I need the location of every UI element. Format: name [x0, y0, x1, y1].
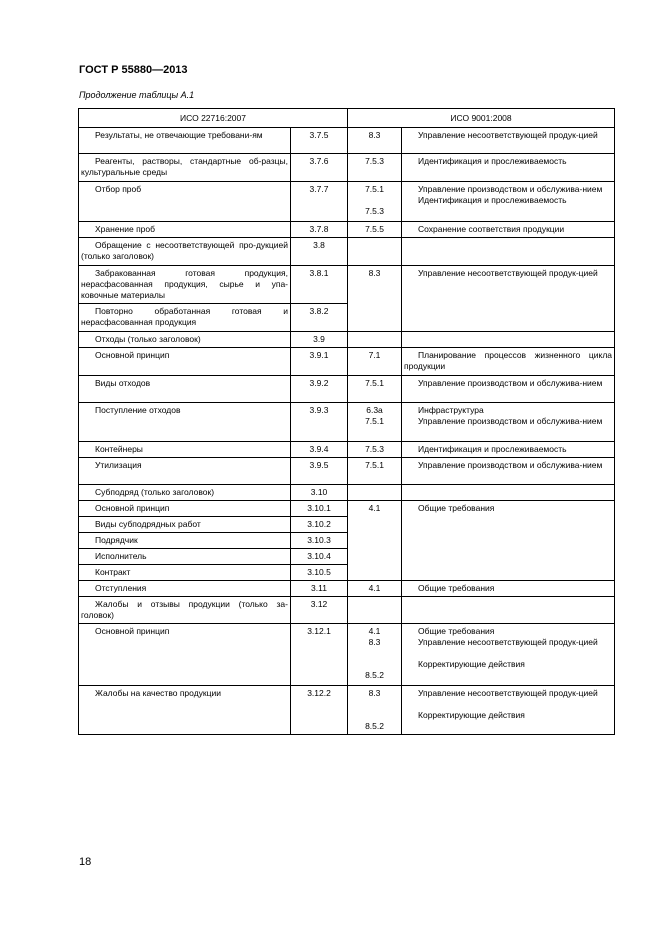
- page-number: 18: [79, 856, 92, 868]
- column-header-iso-22716: ИСО 22716:2007: [79, 109, 348, 128]
- table-row: [79, 581, 615, 597]
- table-row: [79, 266, 615, 304]
- clause-number: 3.7.6: [291, 154, 348, 182]
- clause-number: 3.10.4: [291, 549, 348, 565]
- clause-number: 3.9.5: [291, 458, 348, 485]
- requirement-name: Поступление отходов: [95, 405, 181, 415]
- clause-number: 3.8.1: [291, 266, 348, 304]
- iso9001-title: Управление несоответствующей продук-цией: [418, 268, 598, 278]
- clause-number: 3.10.5: [291, 565, 348, 581]
- requirement-name: Отбор проб: [95, 184, 142, 194]
- iso9001-title: Управление производством и обслужива-нием: [418, 416, 603, 426]
- iso9001-clause: 7.5.3: [365, 206, 384, 216]
- requirement-name: Хранение проб: [95, 224, 156, 234]
- table-row: [79, 222, 615, 238]
- iso9001-title: Общие требования: [418, 626, 495, 636]
- iso9001-title: Общие требования: [418, 583, 495, 593]
- requirement-name: Субподряд (только заголовок): [95, 487, 215, 497]
- iso9001-clause: 7.5.3: [365, 444, 384, 454]
- requirement-name: Отходы (только заголовок): [95, 334, 201, 344]
- table-row: [79, 128, 615, 154]
- table-row: [79, 348, 615, 376]
- clause-number: 3.7.8: [291, 222, 348, 238]
- clause-number: 3.12.2: [291, 686, 348, 735]
- iso9001-clause: 8.3: [368, 130, 381, 140]
- iso9001-title: Инфраструктура: [418, 405, 484, 415]
- clause-number: 3.9.4: [291, 442, 348, 458]
- clause-number: 3.9.1: [291, 348, 348, 376]
- iso9001-title: Управление несоответствующей продук-цией: [418, 637, 598, 647]
- iso9001-clause: 6.3а: [366, 405, 383, 415]
- iso9001-clause: 8.5.2: [365, 670, 384, 680]
- requirement-name: Контракт: [95, 567, 131, 577]
- clause-number: 3.10.2: [291, 517, 348, 533]
- iso9001-title: Общие требования: [418, 503, 495, 513]
- clause-number: 3.9: [291, 332, 348, 348]
- clause-number: 3.12.1: [291, 624, 348, 686]
- requirement-name: Жалобы и отзывы продукции (только за-головок): [81, 599, 288, 620]
- iso9001-title: Идентификация и прослеживаемость: [418, 195, 567, 205]
- clause-number: 3.10: [291, 485, 348, 501]
- iso9001-clause: 8.3: [368, 268, 381, 278]
- table-row: [79, 154, 615, 182]
- clause-number: 3.9.3: [291, 403, 348, 442]
- requirement-name: Виды субподрядных работ: [95, 519, 201, 529]
- column-header-iso-9001: ИСО 9001:2008: [348, 109, 615, 128]
- iso9001-clause: 8.5.2: [365, 721, 384, 731]
- table-row: [79, 442, 615, 458]
- table-row: [79, 238, 615, 266]
- table-row: [79, 458, 615, 485]
- iso9001-title: Управление производством и обслужива-нием: [418, 378, 603, 388]
- iso9001-title: Корректирующие действия: [418, 710, 525, 720]
- clause-number: 3.7.5: [291, 128, 348, 154]
- requirement-name: Результаты, не отвечающие требовани-ям: [95, 130, 263, 140]
- iso9001-clause: 8.3: [368, 688, 381, 698]
- clause-number: 3.12: [291, 597, 348, 624]
- requirement-name: Жалобы на качество продукции: [95, 688, 221, 698]
- iso9001-title: Управление производством и обслужива-нием: [418, 460, 603, 470]
- requirement-name: Подрядчик: [95, 535, 138, 545]
- table-caption: Продолжение таблицы А.1: [79, 90, 195, 100]
- iso9001-clause: 4.1: [368, 626, 381, 636]
- iso9001-title: Идентификация и прослеживаемость: [418, 156, 567, 166]
- requirement-name: Реагенты, растворы, стандартные об-разцы, культуральные среды: [81, 156, 288, 177]
- iso9001-title: Управление несоответствующей продук-цией: [418, 130, 598, 140]
- table-row: [79, 403, 615, 442]
- requirement-name: Контейнеры: [95, 444, 143, 454]
- iso9001-clause: 7.1: [368, 350, 381, 360]
- iso9001-title: Управление производством и обслужива-нием: [418, 184, 603, 194]
- clause-number: 3.10.3: [291, 533, 348, 549]
- requirement-name: Виды отходов: [95, 378, 151, 388]
- clause-number: 3.7.7: [291, 182, 348, 222]
- iso9001-title: Корректирующие действия: [418, 659, 525, 669]
- table-row: [79, 376, 615, 403]
- requirement-name: Исполнитель: [95, 551, 147, 561]
- clause-number: 3.8.2: [291, 304, 348, 332]
- document-code: ГОСТ Р 55880—2013: [79, 64, 188, 76]
- table-row: [79, 597, 615, 624]
- requirement-name: Основной принцип: [95, 350, 170, 360]
- iso9001-clause: 7.5.5: [365, 224, 384, 234]
- requirement-name: Утилизация: [95, 460, 142, 470]
- clause-number: 3.10.1: [291, 501, 348, 517]
- table-row: [79, 686, 615, 735]
- requirement-name: Основной принцип: [95, 626, 170, 636]
- iso9001-clause: 7.5.3: [365, 156, 384, 166]
- table-row: [79, 332, 615, 348]
- clause-number: 3.9.2: [291, 376, 348, 403]
- requirement-name: Отступления: [95, 583, 147, 593]
- requirement-name: Повторно обработанная готовая и нерасфасованная продукция: [81, 306, 288, 327]
- requirement-name: Основной принцип: [95, 503, 170, 513]
- iso9001-clause: 7.5.1: [365, 184, 384, 194]
- clause-number: 3.8: [291, 238, 348, 266]
- table-row: [79, 182, 615, 222]
- table-row: [79, 501, 615, 517]
- iso9001-clause: 8.3: [368, 637, 381, 647]
- correspondence-table: [78, 108, 615, 735]
- iso9001-title: Планирование процессов жизненного цикла продукции: [404, 350, 613, 371]
- iso9001-clause: 7.5.1: [365, 378, 384, 388]
- iso9001-clause: 4.1: [368, 503, 381, 513]
- requirement-name: Забракованная готовая продукция, нерасфасованная продукция, сырье и упа-ковочные материалы: [81, 268, 288, 300]
- iso9001-clause: 7.5.1: [365, 460, 384, 470]
- table-row: [79, 485, 615, 501]
- table-row: [79, 624, 615, 686]
- iso9001-title: Управление несоответствующей продук-цией: [418, 688, 598, 698]
- table-header-row: [79, 109, 615, 128]
- iso9001-clause: 4.1: [368, 583, 381, 593]
- iso9001-title: Идентификация и прослеживаемость: [418, 444, 567, 454]
- iso9001-title: Сохранение соответствия продукции: [418, 224, 565, 234]
- requirement-name: Обращение с несоответствующей про-дукцией (только заголовок): [81, 240, 288, 261]
- iso9001-clause: 7.5.1: [365, 416, 384, 426]
- clause-number: 3.11: [291, 581, 348, 597]
